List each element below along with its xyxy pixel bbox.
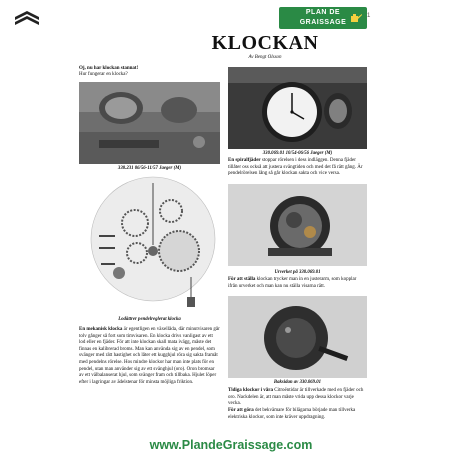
spiral-lead: En spiralfjäder bbox=[228, 158, 261, 163]
paragraph-later bbox=[228, 408, 367, 421]
intro-question-2: Hur fungerar en klocka? bbox=[79, 72, 128, 77]
mechanical-text: är egentligen en växellåda, där minutvisaren går tolv gånger så fort som timvisaren. En klocka drivs vanligast av ett lod eller en fjäder. För att inte klockan skall mata ivägg, måste det finnas en kalibrerad broms. Man kan använda sig av en pendel, som svänger med rätt hastighet och låter ett kugghjul röra sig sakta framåt med pendelns rörelse. Hos mindre klockor har man inte plats för en pendel, utan man använder sig av ett svänghjul (oro). Oron bromsar av ett välbalanserat hjul, som svänger fram och tillbaka. Hjulet löper efter i lagringar av ädelstenar för minsta möjliga friktion. bbox=[79, 327, 220, 385]
brand-line-2: GRAISSAGE bbox=[299, 19, 347, 26]
clock-movement-photo bbox=[228, 184, 367, 266]
spiral-text: stoppar rörelsen i dess indläggen. Denna fjäder tillåter oss också att justera svängtiden och med det få rätt gång. Är pendelrörelsen lång så går klockan sakta och vice versa. bbox=[228, 158, 363, 177]
dashboard-photo bbox=[79, 82, 220, 164]
caption-backside: Baksidan av 330.069.01 bbox=[273, 380, 322, 385]
clock-mechanism-diagram bbox=[79, 173, 220, 315]
plan-de-graissage-badge bbox=[279, 7, 367, 29]
paragraph-still bbox=[228, 277, 367, 290]
article-byline: Av Bengt Olsson bbox=[248, 55, 282, 60]
still-text: klockan trycker man in en justerarm, som kopplar ifrån urverket och man kan nu ställa visarna rätt. bbox=[228, 277, 357, 289]
caption-diagram: Lodättrer pendelreglerat klocka bbox=[118, 317, 181, 322]
paragraph-mechanical bbox=[79, 327, 220, 386]
later-text: det bekvämare för bilägarna började man tillverka elektriska klockor, som inte kräver uppdragning. bbox=[228, 408, 356, 420]
still-lead: För att ställa bbox=[228, 277, 256, 282]
clock-backside-photo bbox=[228, 296, 367, 378]
brand-line-1: PLAN DE bbox=[305, 9, 341, 16]
clock-closeup-photo bbox=[228, 67, 367, 149]
intro-question-1: Oj, nu har klockan stannat! bbox=[79, 66, 139, 71]
earlier-text: Citroëntidar är tillverkade med en fjäder och oro. Nackdelen är, att man måste vrida upp dessa klockor varje vecka. bbox=[228, 388, 364, 407]
later-lead: För att göra bbox=[228, 408, 254, 413]
footer-website[interactable]: www.PlandeGraissage.com bbox=[149, 438, 313, 452]
oil-can-icon bbox=[349, 11, 363, 23]
citroen-chevron-logo-icon bbox=[12, 8, 42, 26]
paragraph-spiral bbox=[228, 158, 367, 178]
paragraph-earlier bbox=[228, 388, 367, 408]
caption-movement: Urverket på 330.069.01 bbox=[274, 270, 321, 275]
caption-closeup: 330.069.01 10/54-06/56 Jaeger (M) bbox=[262, 151, 333, 156]
article-title: KLOCKAN bbox=[211, 32, 319, 54]
mechanical-lead: En mekanisk klocka bbox=[79, 327, 123, 332]
page-number: 1 bbox=[367, 13, 371, 19]
caption-dashboard: 338.231 06/56-11/57 Jaeger (M) bbox=[117, 166, 182, 171]
earlier-lead: Tidiga klockor i våra bbox=[228, 388, 273, 393]
